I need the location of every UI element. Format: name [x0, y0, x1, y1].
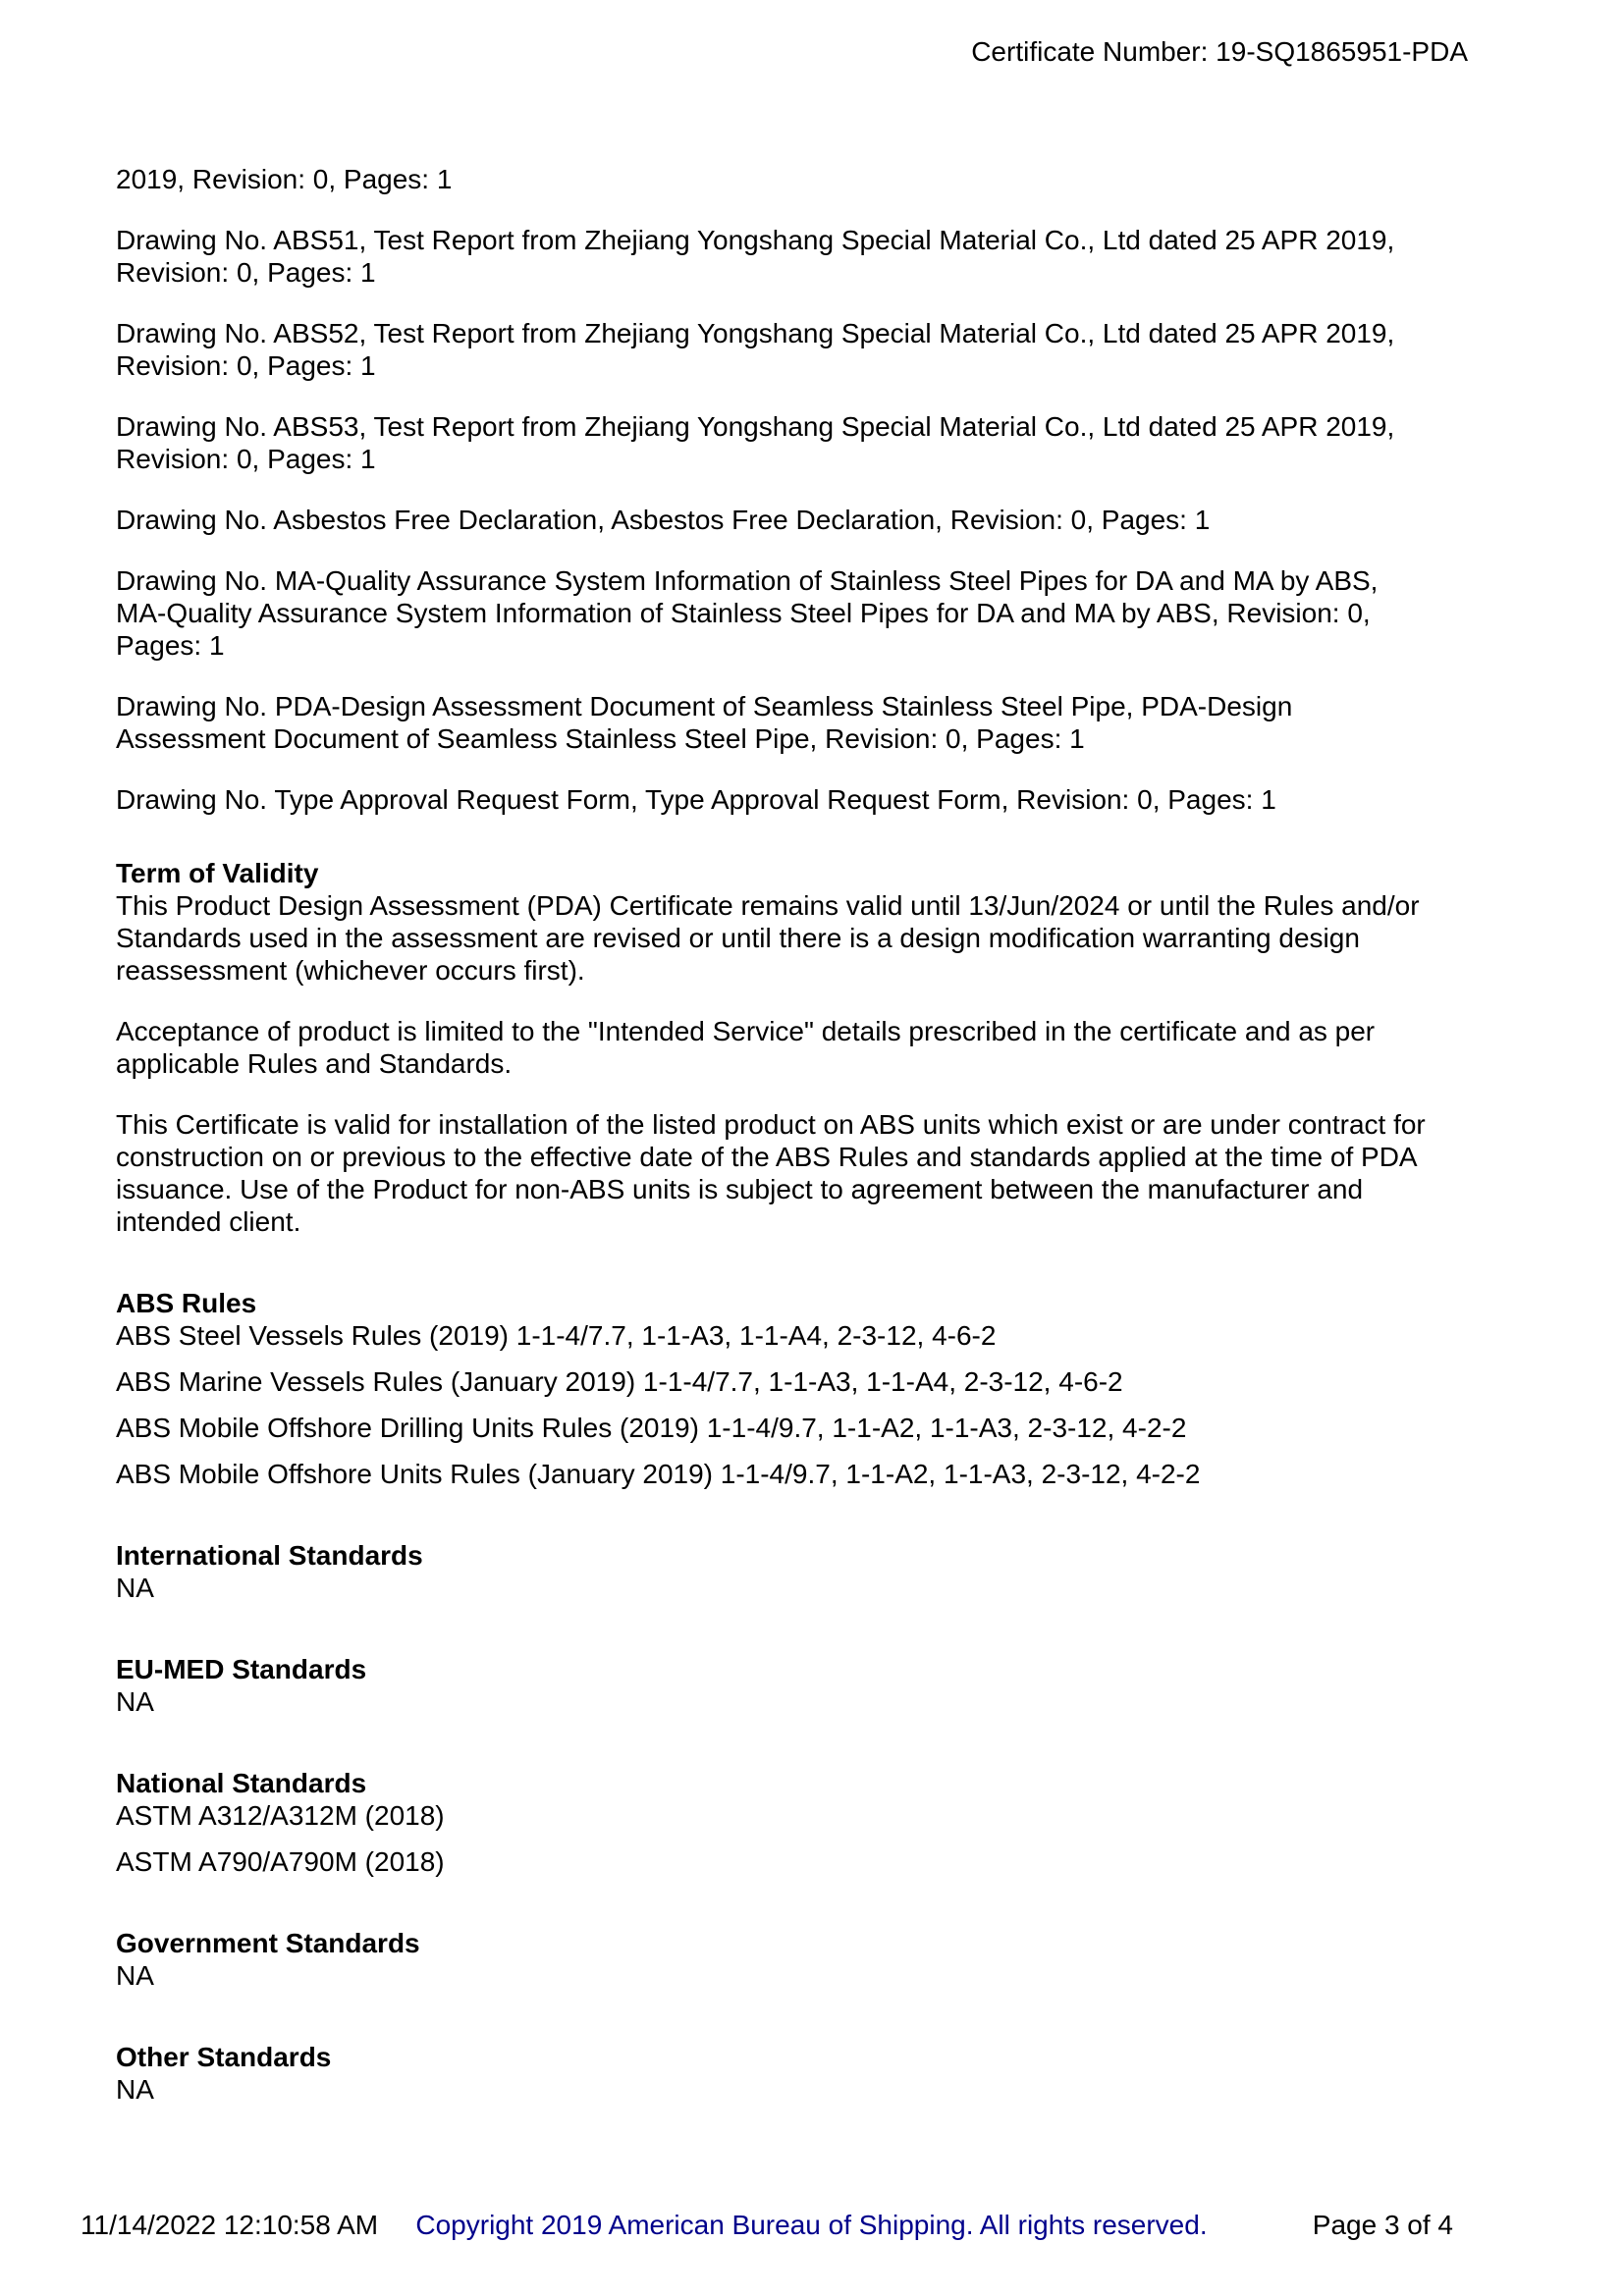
footer-copyright: Copyright 2019 American Bureau of Shipping. All rights reserved. [415, 2210, 1208, 2240]
term-of-validity-paragraph: This Product Design Assessment (PDA) Certificate remains valid until 13/Jun/2024 or until the Rules and/or Standards used in the assessment are revised or until there is a design modification warranting design reassessment (whichever occurs first). [116, 890, 1420, 986]
document-body [116, 163, 1432, 2119]
drawing-entry-abs51: Drawing No. ABS51, Test Report from Zhejiang Yongshang Special Material Co., Ltd dated 25 APR 2019, Revision: 0, Pages: 1 [116, 225, 1395, 288]
abs-rule-steel-vessels: ABS Steel Vessels Rules (2019) 1-1-4/7.7, 1-1-A3, 1-1-A4, 2-3-12, 4-6-2 [116, 1320, 997, 1351]
drawing-entry-asbestos: Drawing No. Asbestos Free Declaration, Asbestos Free Declaration, Revision: 0, Pages: 1 [116, 505, 1211, 535]
abs-rule-mou: ABS Mobile Offshore Units Rules (January 2019) 1-1-4/9.7, 1-1-A2, 1-1-A3, 2-3-12, 4-2-2 [116, 1459, 1201, 1489]
national-standards-heading: National Standards [116, 1768, 367, 1798]
footer-page-number: Page 3 of 4 [1312, 2210, 1453, 2240]
footer-timestamp: 11/14/2022 12:10:58 AM [81, 2210, 379, 2240]
other-standards-value: NA [116, 2074, 154, 2105]
abs-rule-marine-vessels: ABS Marine Vessels Rules (January 2019) 1-1-4/7.7, 1-1-A3, 1-1-A4, 2-3-12, 4-6-2 [116, 1366, 1123, 1397]
drawing-entry-type-approval: Drawing No. Type Approval Request Form, Type Approval Request Form, Revision: 0, Pages: 1 [116, 784, 1276, 815]
other-standards-heading: Other Standards [116, 2042, 332, 2072]
abs-rules-heading: ABS Rules [116, 1288, 257, 1318]
drawing-entry-abs53: Drawing No. ABS53, Test Report from Zhejiang Yongshang Special Material Co., Ltd dated 25 APR 2019, Revision: 0, Pages: 1 [116, 411, 1395, 474]
government-standards-value: NA [116, 1960, 154, 1991]
international-standards-value: NA [116, 1573, 154, 1603]
term-of-validity-heading: Term of Validity [116, 858, 319, 888]
eu-med-standards-value: NA [116, 1686, 154, 1717]
national-standard-astm-a312: ASTM A312/A312M (2018) [116, 1800, 445, 1831]
drawing-entry-continued: 2019, Revision: 0, Pages: 1 [116, 164, 453, 194]
acceptance-paragraph: Acceptance of product is limited to the "Intended Service" details prescribed in the certificate and as per applicable Rules and Standards. [116, 1016, 1376, 1079]
national-standard-astm-a790: ASTM A790/A790M (2018) [116, 1846, 445, 1877]
document-header [0, 35, 1468, 68]
abs-rule-modu: ABS Mobile Offshore Drilling Units Rules (2019) 1-1-4/9.7, 1-1-A2, 1-1-A3, 2-3-12, 4-2-2 [116, 1413, 1187, 1443]
drawing-entry-abs52: Drawing No. ABS52, Test Report from Zhejiang Yongshang Special Material Co., Ltd dated 25 APR 2019, Revision: 0, Pages: 1 [116, 318, 1395, 381]
drawing-entry-ma-quality: Drawing No. MA-Quality Assurance System Information of Stainless Steel Pipes for DA and MA by ABS, MA-Quality Assurance System Information of Stainless Steel Pipes for DA and MA by ABS, Revision: 0, Pages: 1 [116, 565, 1379, 661]
drawing-entry-pda-design: Drawing No. PDA-Design Assessment Document of Seamless Stainless Steel Pipe, PDA-Design Assessment Document of Seamless Stainless Steel Pipe, Revision: 0, Pages: 1 [116, 691, 1293, 754]
certificate-number: Certificate Number: 19-SQ1865951-PDA [971, 36, 1468, 67]
document-footer [0, 2209, 1623, 2248]
installation-validity-paragraph: This Certificate is valid for installation of the listed product on ABS units which exist or are under contract for construction on or previous to the effective date of the ABS Rules and standards applied at the time of PDA issuance. Use of the Product for non-ABS units is subject to agreement between the manufacturer and intended client. [116, 1109, 1426, 1237]
government-standards-heading: Government Standards [116, 1928, 420, 1958]
eu-med-standards-heading: EU-MED Standards [116, 1654, 367, 1684]
international-standards-heading: International Standards [116, 1540, 423, 1571]
